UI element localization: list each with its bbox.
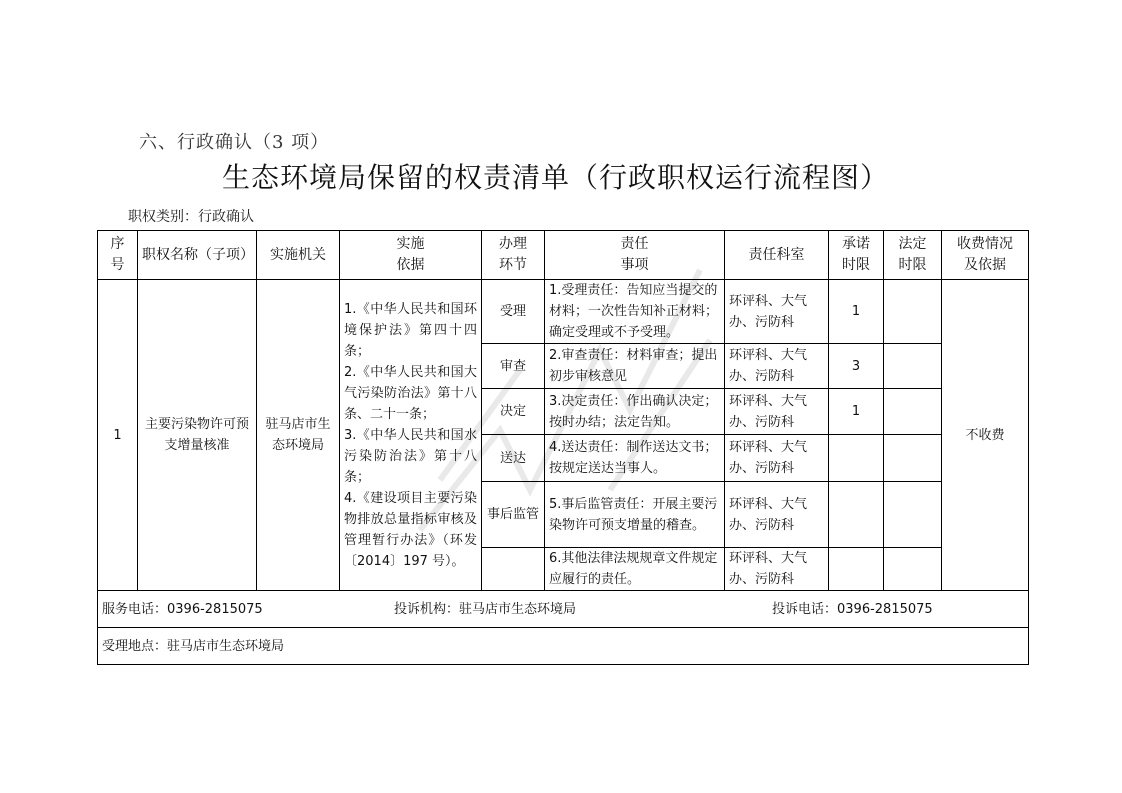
resp-cell: 6.其他法律法规规章文件规定应履行的责任。 bbox=[545, 548, 725, 591]
power-category: 职权类别：行政确认 bbox=[128, 209, 254, 225]
complaint-agency: 投诉机构：驻马店市生态环境局 bbox=[394, 601, 577, 617]
promise-cell bbox=[829, 548, 884, 591]
dept-cell: 环评科、大气办、污防科 bbox=[725, 548, 829, 591]
footer-location-row bbox=[98, 628, 1029, 665]
legal-cell bbox=[884, 344, 942, 389]
header-step: 办理 环节 bbox=[482, 231, 545, 280]
document-title: 生态环境局保留的权责清单（行政职权运行流程图） bbox=[222, 161, 890, 194]
legal-cell bbox=[884, 435, 942, 482]
row-basis bbox=[340, 280, 482, 591]
promise-cell bbox=[829, 435, 884, 482]
basis-item: 3.《中华人民共和国水污染防治法》第十八条； bbox=[344, 427, 477, 485]
header-basis: 实施 依据 bbox=[340, 231, 482, 280]
complaint-phone: 投诉电话：0396-2815075 bbox=[772, 601, 933, 617]
dept-cell: 环评科、大气办、污防科 bbox=[725, 389, 829, 435]
row-name: 主要污染物许可预支增量核准 bbox=[138, 280, 257, 591]
dept-cell: 环评科、大气办、污防科 bbox=[725, 435, 829, 482]
section-heading: 六、行政确认（3 项） bbox=[139, 132, 330, 153]
row-fee: 不收费 bbox=[942, 280, 1029, 591]
service-phone: 服务电话：0396-2815075 bbox=[102, 601, 263, 617]
footer-contact-row bbox=[98, 591, 1029, 628]
step-cell: 送达 bbox=[482, 435, 545, 482]
resp-cell: 1.受理责任：告知应当提交的材料；一次性告知补正材料；确定受理或不予受理。 bbox=[545, 280, 725, 344]
step-cell: 决定 bbox=[482, 389, 545, 435]
table-header-row bbox=[98, 231, 1029, 280]
dept-cell: 环评科、大气办、污防科 bbox=[725, 344, 829, 389]
step-cell bbox=[482, 548, 545, 591]
footer-location: 受理地点：驻马店市生态环境局 bbox=[98, 628, 1029, 665]
resp-cell: 4.送达责任：制作送达文书；按规定送达当事人。 bbox=[545, 435, 725, 482]
step-cell: 审查 bbox=[482, 344, 545, 389]
promise-cell: 3 bbox=[829, 344, 884, 389]
basis-item: 4.《建设项目主要污染物排放总量指标审核及管理暂行办法》（环发〔2014〕197 号）。 bbox=[344, 490, 477, 569]
footer-contact-cell bbox=[98, 591, 1029, 628]
header-seq: 序 号 bbox=[98, 231, 138, 280]
step-cell: 受理 bbox=[482, 280, 545, 344]
header-name: 职权名称（子项） bbox=[138, 231, 257, 280]
row-agency: 驻马店市生态环境局 bbox=[257, 280, 340, 591]
header-dept: 责任科室 bbox=[725, 231, 829, 280]
header-promise: 承诺 时限 bbox=[829, 231, 884, 280]
dept-cell: 环评科、大气办、污防科 bbox=[725, 482, 829, 548]
responsibility-table bbox=[97, 230, 1029, 665]
header-legal: 法定 时限 bbox=[884, 231, 942, 280]
table-row bbox=[98, 280, 1029, 344]
legal-cell bbox=[884, 548, 942, 591]
promise-cell bbox=[829, 482, 884, 548]
promise-cell: 1 bbox=[829, 280, 884, 344]
promise-cell: 1 bbox=[829, 389, 884, 435]
legal-cell bbox=[884, 280, 942, 344]
dept-cell: 环评科、大气办、污防科 bbox=[725, 280, 829, 344]
basis-item: 1.《中华人民共和国环境保护法》第四十四条； bbox=[344, 301, 477, 359]
legal-cell bbox=[884, 482, 942, 548]
legal-cell bbox=[884, 389, 942, 435]
header-agency: 实施机关 bbox=[257, 231, 340, 280]
resp-cell: 2.审查责任：材料审查；提出初步审核意见 bbox=[545, 344, 725, 389]
resp-cell: 3.决定责任：作出确认决定；按时办结；法定告知。 bbox=[545, 389, 725, 435]
header-resp: 责任 事项 bbox=[545, 231, 725, 280]
resp-cell: 5.事后监管责任：开展主要污染物许可预支增量的稽查。 bbox=[545, 482, 725, 548]
header-fee: 收费情况 及依据 bbox=[942, 231, 1029, 280]
step-cell: 事后监管 bbox=[482, 482, 545, 548]
row-seq: 1 bbox=[98, 280, 138, 591]
basis-item: 2.《中华人民共和国大气污染防治法》第十八条、二十一条； bbox=[344, 364, 477, 422]
